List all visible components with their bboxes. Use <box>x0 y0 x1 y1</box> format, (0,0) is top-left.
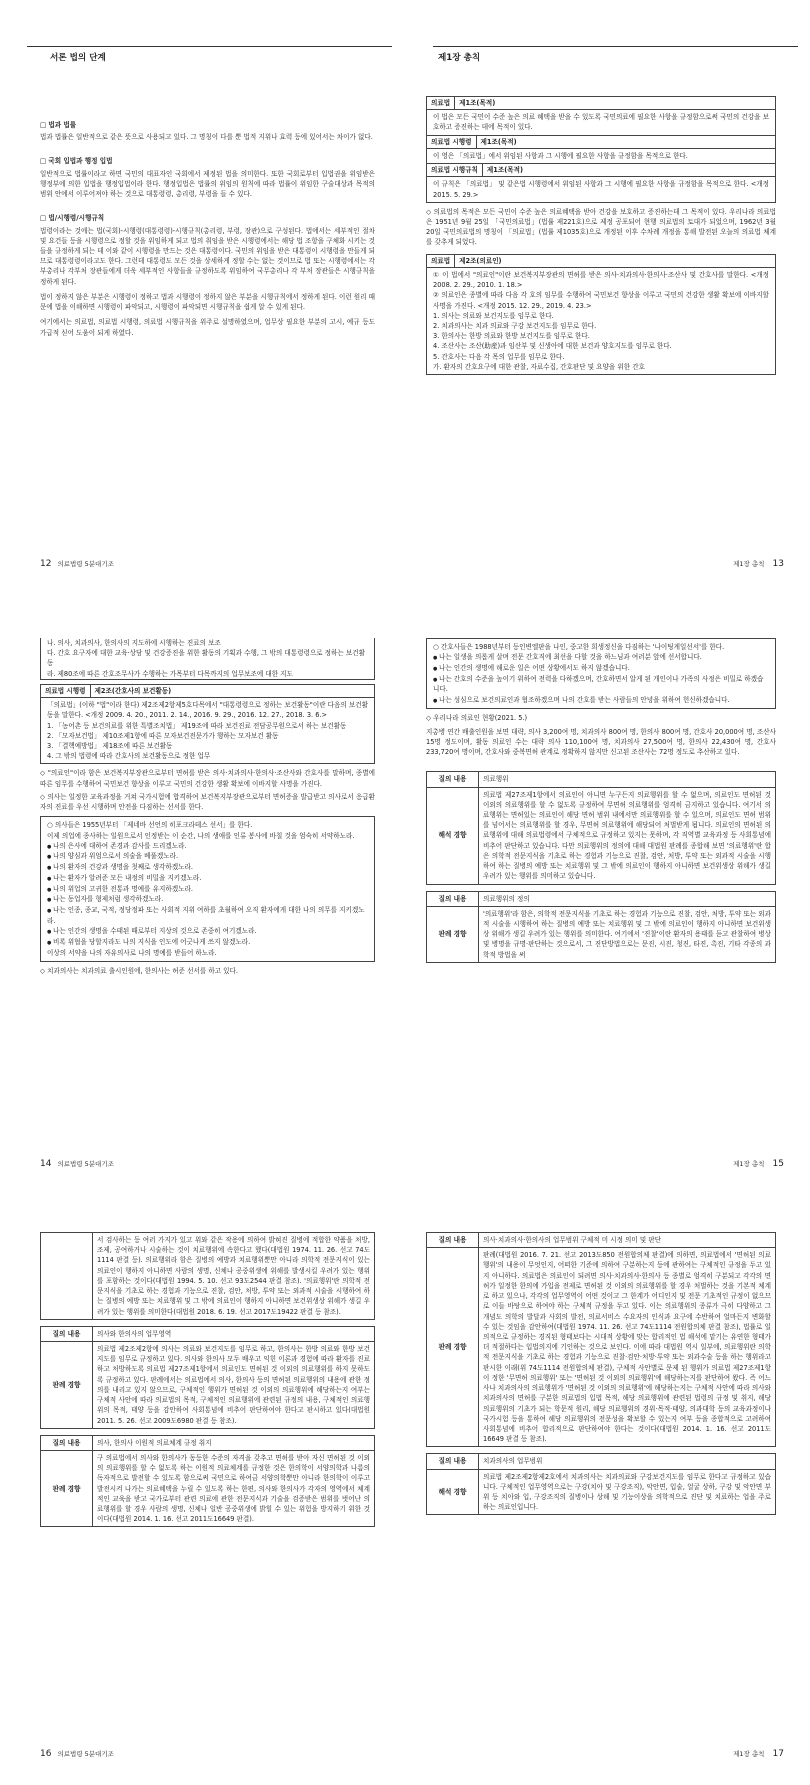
law-box <box>426 254 776 375</box>
page-number: 14 <box>40 1159 52 1170</box>
commentary: ◇ 의료법의 목적은 모든 국민이 수준 높은 의료혜택을 받아 건강을 보호하고 증진하는데 그 목적이 있다. 우리나라 의료법은 1951년 9월 25일 「국민의료법」(법률 제221호)으로 제정 공포되어 현행 의료법의 토대가 되었으며, 1962년 3월 20일 국민의료법의 명칭이 「의료법」(법률 제1035호)으로 개정된 이후 수차례 개정을 통해 발전된 오늘의 의료법 체계를 갖추게 되었다. <box>426 207 776 248</box>
law-text: 이 법은 모든 국민이 수준 높은 의료 혜택을 받을 수 있도록 국민의료에 필요한 사항을 규정함으로써 국민의 건강을 보호하고 증진하는 데에 목적이 있다. <box>433 113 769 132</box>
section-heading: □ 국회 입법과 행정 입법 <box>40 156 375 166</box>
law-line: ① 이 법에서 "의료인"이란 보건복지부장관의 면허를 받은 의사·치과의사·한의사·조산사 및 간호사를 말한다. <개정 2008. 2. 29., 2010. 1. 18.> <box>433 270 769 290</box>
page-content <box>40 112 375 343</box>
paragraph: 법과 법률은 일반적으로 같은 뜻으로 사용되고 있다. 그 명칭이 다를 뿐 법적 지위나 효력 등에 있어서는 차이가 없다. <box>40 133 373 142</box>
oath-item: ● 나는 동업자를 형제처럼 생각하겠노라. <box>47 894 368 905</box>
oath-box <box>40 816 375 962</box>
qa-key: 질의 내용 <box>427 1233 479 1248</box>
law-line: 2. 치과의사는 치과 의료와 구강 보건지도를 임무로 한다. <box>433 321 597 330</box>
qa-value: 서 검사하는 등 여러 가지가 있고 위와 같은 작용에 의하여 밝혀진 질병에 적합한 약품을 처방, 조제, 공여하거나 시술하는 것이 치료행위에 속한다고 했다(대법원 1974. 11. 26. 선고 74도1114 판결 등). 의료행위라 함은 질병의 예방과 치료행위뿐만 아니라 의학적 전문지식이 있는 의료인이 행하지 아니하면 사람의 생명, 신체나 공중위생에 위해를 발생시킬 우려가 있는 행위를 포함하는 것이다(대법원 1994. 5. 10. 선고 93도2544 판결 참조). '의료행위'란 의학적 전문지식을 기초로 하는 경험과 기능으로 진찰, 검안, 처방, 투약 또는 외과적 시술을 시행하여 하는 질병의 예방 또는 치료행위 및 그 밖에 의료인이 행하지 아니하면 보건위생상 위해가 생길 우려가 있는 행위를 의미한다(대법원 2018. 6. 19. 선고 2017도19422 판결 등 참조). <box>97 1236 370 1316</box>
law-text: 이 규칙은 「의료법」 및 같은법 시행령에서 위임된 사항과 그 시행에 필요한 사항을 규정함을 목적으로 한다. <개정 2015. 5. 29.> <box>433 180 769 199</box>
qa-value: 의사·치과의사·한의사의 업무범위 구체적 미 시정 의미 및 판단 <box>479 1233 775 1248</box>
page-title: 제1장 총칙 <box>438 53 481 63</box>
page-number: 12 <box>40 559 52 570</box>
qa-key: 판례 경향 <box>41 1451 93 1527</box>
oath-intro: 이제 의업에 종사하는 일원으로서 인정받는 이 순간, 나의 생애를 인류 봉사에 바칠 것을 엄숙히 서약하노라. <box>47 831 355 840</box>
qa-key: 해석 경향 <box>427 788 479 884</box>
qa-key: 질의 내용 <box>41 1436 93 1451</box>
qa-table <box>40 1326 375 1429</box>
qa-value: 의료법 제2조제2항제2호에서 치과의사는 치과의료와 구강보건지도를 임무로 한다고 규정하고 있습니다. 구체적인 업무영역으로는 구강(치아 및 구강조직), 악안면, 입술, 얼굴 상하, 구강 및 악안면 부위 등 치아와 입, 구강조직의 질병이나 상해 및 기능이상을 의학적으로 진단 및 치료하는 업을 주로 하는 의료인입니다. <box>483 1472 771 1512</box>
oath-heading-text: 간호사들은 1988년부터 등인변엘판을 나인, 중고한 희생정신을 다짐하는 '나이팅게일선서'를 한다. <box>440 643 725 651</box>
qa-table <box>40 1232 375 1320</box>
law-line: 나. 의사, 치과의사, 한의사의 지도하에 시행하는 진료의 보조 <box>47 639 221 647</box>
qa-table <box>426 771 776 884</box>
oath-item: ● 나는 인종, 종교, 국적, 정당정파 또는 사회적 지위 여하를 초월하여 오직 환자에게 대한 나의 의무를 지키겠노라. <box>47 905 368 926</box>
chapter-title: 제1장 총칙 <box>733 1160 765 1169</box>
qa-value: 의료법 제2조제2항에 의사는 의료와 보건지도를 임무로 하고, 한의사는 한방 의료와 한방 보건지도를 임무로 규정하고 있다. 의사와 한의사 모두 배우고 익힌 이론과 경험에 따라 환자를 진료하고 처방하도록 의료법 제27조제1항에서 의료인도 면허된 것 이외의 의료행위를 하지 못하도록 규정하고 있다. 판례에서는 의료법에서 의사, 한의사 등의 면허된 의료행위의 내용에 관한 정의를 내리고 있지 않으므로, 구체적인 행위가 면허된 것 이외의 의료행위에 해당하는지 여부는 구체적 사안에 따라 의료법의 목적, 구체적인 의료행위에 관련된 규정의 내용, 구체적인 의료행위의 목적, 태양 등을 감안하여 사회통념에 비추어 판단하여야 한다고 판시하고 있다(대법원 2011. 5. 26. 선고 2009도6980 판결 등 참조). <box>97 1344 370 1425</box>
qa-value: 의사, 한의사 이원적 의료체계 규정 취지 <box>93 1436 374 1451</box>
page-number: 17 <box>772 1749 784 1760</box>
law-line: 2. 「모자보건법」 제10조제1항에 따른 모자보건전문가가 행하는 모자보건 활동 <box>47 731 279 740</box>
law-name: 의료법 <box>427 255 455 267</box>
law-line: 4. 그 밖의 법령에 따라 간호사의 보건활동으로 정한 업무 <box>47 752 211 761</box>
law-line: 5. 간호사는 다음 각 목의 업무를 임무로 한다. <box>433 352 565 361</box>
qa-key: 판례 경향 <box>41 1342 93 1428</box>
page-number: 13 <box>772 559 784 570</box>
article-title: 제2조(간호사의 보건활동) <box>94 686 172 695</box>
page-footer <box>40 1748 378 1762</box>
oath-item: ● 나의 양심과 위엄으로서 의술을 베풀겠노라. <box>47 851 368 862</box>
paragraph: 여기에서는 의료법, 의료법 시행령, 의료법 시행규칙을 위주로 설명하였으며, 업무상 필요한 부분의 고시, 예규 등도 가급적 싣어 도움이 되게 하였다. <box>40 318 375 337</box>
page-title: 서론 법의 단계 <box>50 53 106 63</box>
oath-box <box>426 638 776 709</box>
page-footer <box>40 558 378 572</box>
oath-item: ● 나는 일생을 의롭게 살며 전문 간호직에 최선을 다할 것을 하느님과 여러분 앞에 선서합니다. <box>433 652 769 663</box>
article-title: 제1조(목적) <box>480 137 517 146</box>
page-15 <box>418 620 798 1180</box>
qa-key: 질의 내용 <box>427 892 479 907</box>
article-title: 제2조(의료인) <box>459 256 502 265</box>
section-heading: □ 법과 법률 <box>40 120 375 130</box>
oath-item: ● 나의 환자의 건강과 생명을 첫째로 생각하겠노라. <box>47 862 368 873</box>
page-number: 16 <box>40 1749 52 1760</box>
header-rule <box>433 46 798 47</box>
qa-value: 구 의료법에서 의사와 한의사가 동등한 수준의 자격을 갖추고 면허를 받아 자신 면허된 것 이외의 의료행위를 할 수 없도록 하는 이원적 의료체계를 규정한 것은 한의학이 서양의학과 나름의 독자적으로 발전할 수 있도록 함으로써 국민으로 하여금 서양의학뿐만 아니라 한의학이 이루고 발전시켜 나가는 의료혜택을 누릴 수 있도록 하는 한편, 의사와 한의사가 각자의 영역에서 체계적인 교육을 받고 국가로부터 관련 의료에 관한 전문지식과 기술을 검증받은 범위를 벗어난 의료행위를 할 경우 사람의 생명, 신체나 일반 공중위생에 밝힐 수 있는 위험을 방지하기 위한 것이다(대법원 2014. 1. 16. 선고 2011도16649 판결). <box>97 1453 370 1524</box>
oath-closing: 이상의 서약을 나의 자유의사로 나의 명예를 받들어 하노라. <box>47 948 217 957</box>
oath-item: ● 나는 간호의 수준을 높이기 위하여 전력을 다하겠으며, 간호하면서 알게 된 개인이나 가족의 사정은 비밀로 하겠습니다. <box>433 674 769 695</box>
article-title: 제1조(목적) <box>486 166 523 175</box>
qa-value: 판례(대법원 2016. 7. 21. 선고 2013도850 전원합의체 판결)에 의하면, 의료법에서 '면허된 의료행위'의 내용이 무엇인지, 어떠한 기준에 의하여 구분하는지 등에 관하여는 구체적인 규정을 두고 있지 아니하다. 의료법은 의료인이 되려면 의사·치과의사·한의사 등 종별로 엄격히 구분되고 각각의 면허가 일정한 한의에 가입을 전제로 면허된 것 이외의 의료행위를 할 경우 처벌하는 것을 기본적 체계로 하고 있으나, 각각의 업무영역이 어떤 것이고 그 한계가 어디인지 및 전문 기초적인 규정이 없으므로 이들 바탕으로 하여야 하는 구체적 규정을 두고 있다. 이는 의료행위의 종류가 극히 다양하고 그 개념도 의학의 발달과 사회의 발전, 의료서비스 수요자의 인식과 요구에 수반하여 얼마든지 변화할 수 있는 것임을 감안하여(대법원 1974. 11. 26. 선고 74도1114 전원합의체 판결 참조), 법률로 일의적으로 규정하는 경직된 형태보다는 시대적 상황에 맞는 합리적인 법 해석에 맡기는 유연한 형태가 더 적절하다는 입법의지에 기인하는 것으로 보인다. 이에 따라 대법원 역시 일부에, 의료행위란 의학적 전문지식을 기초로 하는 경험과 기능으로 진찰·검안·처방·투약 또는 외과수술 등을 하는 행위라고 판시한 이래(위 74도1114 전원합의체 판결), 구체적 사안별로 문제 된 행위가 의료법 제27조제1항이 정한 '무면허 의료행위' 또는 '면허된 것 이외의 의료행위'에 해당하는지를 판단하여 왔다. 즉 어느 사나 치과의사의 의료행위가 '면허된 것 이외의 의료행위'에 해당하는지는 구체적 사안에 따라 의사와 치과의사의 면허를 구분한 의료법의 입법 목적, 해당 의료행위에 관련된 법령의 규정 및 취지, 해당 의료행위의 기초가 되는 학문적 원리, 해당 의료행위의 경위·목적·태양, 의과대학 등의 교육과정이나 국가시험 등을 통하여 해당 의료행위의 전문성을 확보할 수 있는지 여부 등을 종합적으로 고려하여 사회통념에 비추어 합리적으로 판단하여야 한다는 것이다(대법원 2014. 1. 16. 선고 2011도16649 판결 등 참조). <box>483 1251 771 1444</box>
qa-table <box>40 1435 375 1528</box>
commentary: ◇ 의사는 일정한 교육과정을 거쳐 국가시험에 합격하여 보건복지부장관으로부터 면허증을 발급받고 의사로서 응급환자의 진료를 우선 시행하며 안전을 다짐하는 선서를 한다. <box>40 792 375 812</box>
oath-heading-text: 의사들은 1955년부터 「제네바 선언의 히포크라테스 선서」를 한다. <box>54 821 253 830</box>
qa-value: 의사와 한의사의 업무영역 <box>93 1327 374 1342</box>
law-line: 1. 「농어촌 등 보건의료를 위한 특별조치법」 제19조에 따라 보건진료 전담공무원으로서 하는 보건활동 <box>47 721 347 730</box>
header-rule <box>27 46 392 47</box>
qa-table <box>426 1453 776 1515</box>
qa-key: 질의 내용 <box>41 1327 93 1342</box>
oath-item: ● 나는 인간의 생명을 수태된 때로부터 지상의 것으로 존중히 여기겠노라. <box>47 926 368 937</box>
qa-value: 의료행위 <box>479 772 775 787</box>
law-continuation <box>40 638 375 680</box>
law-name: 의료법 시행령 <box>427 136 477 148</box>
law-line: 1. 의사는 의료와 보건지도를 임무로 한다. <box>433 311 554 320</box>
law-name: 의료법 시행령 <box>41 685 91 697</box>
paragraph: 법령이라는 것에는 법(국회)-시행령(대통령령)-시행규칙(총리령, 부령, 장관)으로 구성된다. 법에서는 세부적인 절차 및 요건들 등을 시행령으로 정할 것을 위임하게 되고 법의 취임을 받은 시행령에서는 해당 법 조항을 구체화 시키는 것들을 규정하게 되는 데 이와 같이 시행령을 만드는 것은 대통령이다. 국민의 위임을 받은 대통령이 시행령을 만들게 되므로 대통령령이라고도 한다. 그런데 대통령도 모든 것을 상세하게 정할 수는 없는 것이므로 법 또는 시행령에서는 각부총리나 각부처 장관들에게 더욱 세부적인 사항들을 규정하도록 위임하여 국무총리나 각 부처 장관들은 시행규칙을 정하게 된다. <box>40 226 375 286</box>
oath-item: ● 비록 위협을 당할지라도 나의 지식을 인도에 어긋나게 쓰지 않겠노라. <box>47 937 368 948</box>
page-16 <box>12 1210 392 1770</box>
law-box <box>40 684 375 765</box>
law-line: 「의료법」(이하 "법"이라 한다) 제2조제2항제5호다목에서 "대통령령으로 정하는 보건활동"이란 다음의 보건활동을 말한다. <개정 2009. 4. 20., 2011. 2. 14., 2016. 9. 29., 2016. 12. 27., 2018. 3. 6.> <box>47 701 368 720</box>
commentary: ◇ 치과의사는 치과의료 출시인원에, 한의사는 허준 선서를 하고 있다. <box>40 966 375 976</box>
page-content <box>426 1232 776 1521</box>
qa-value: 치과의사의 업무범위 <box>479 1454 775 1469</box>
oath-item: ● 나는 환자가 알려준 모든 내정의 비밀을 지키겠노라. <box>47 873 368 884</box>
qa-key: 판례 경향 <box>427 1248 479 1446</box>
book-title: 의료법령 5분대기조 <box>57 1160 114 1169</box>
law-line: 다. 간호 요구자에 대한 교육·상담 및 건강증진을 위한 활동의 기획과 수행, 그 밖의 대통령령으로 정하는 보건활동 <box>47 649 365 668</box>
book-title: 의료법령 5분대기조 <box>57 1750 114 1759</box>
law-box <box>426 96 776 203</box>
paragraph: 법이 정하지 않은 부분은 시행령이 정하고 법과 시행령이 정하지 않은 부분을 시행규칙에서 정하게 된다. 이런 원리 때문에 법을 이해하면 시행령이 파악되고, 시행령이 파악되면 시행규칙을 쉽게 알 수 있게 된다. <box>40 292 375 312</box>
qa-key: 질의 내용 <box>427 1454 479 1469</box>
page-content <box>40 1232 375 1533</box>
qa-key <box>41 1233 93 1319</box>
qa-value: 의료법 제27조제1항에서 의료인이 아니면 누구든지 의료행위를 할 수 없으며, 의료인도 면허된 것 이외의 의료행위를 할 수 없도록 규정하여 무면허 의료행위를 엄격히 금지하고 있습니다. 여기서 의료행위는 면허있는 의료인이 해당 면허 범위 내에서만 의료행위를 할 수 있으며, 의료인도 면허 범위를 넘어서는 의료행위를 할 경우, 무면허 의료행위에 해당되어 처벌받게 됩니다. 의료인의 면허된 의료행위에 대해 의료법령에서 구체적으로 규정하고 있지는 못하며, 각 직역별 교육과정 등 사회통념에 비추어 판단하고 있습니다. 다만 의료행위의 정의에 대해 대법원 판례를 종합해 보면 '의료행위'란 합은 의학적 전문지식을 기초로 하는 경험과 기능으로 진찰, 검안, 처방, 투약 또는 외과적 시술을 시행하여 하는 질병의 예방 또는 치료행위 및 그 밖에 의료인이 행하지 아니하면 보건위생상 위해가 생길 우려가 있는 행위를 의미하고 있습니다. <box>483 790 771 881</box>
oath-heading: ○ 의사들은 1955년부터 「제네바 선언의 히포크라테스 선서」를 한다. <box>47 821 253 830</box>
qa-value: '의료행위'라 함은, 의학적 전문지식을 기초로 하는 경험과 기능으로 진찰, 검안, 처방, 투약 또는 외과적 시술을 시행하여 하는 질병의 예방 또는 치료행위 및 그 밖에 의료인이 행하지 아니하면 보건위생상 위해가 생길 우려가 있는 행위를 의미한다. 여기에서 '진찰'이란 환자의 용태를 듣고 관찰하여 병상 및 병명을 규명·판단하는 것으로서, 그 진단방법으로는 문진, 시진, 청진, 타진, 촉진, 기타 각종의 과학적 방법을 써 <box>483 909 771 959</box>
paragraph: 지총병 연간 배출인원을 보면 대략, 의사 3,200여 명, 치과의사 800여 명, 한의사 800여 명, 간호사 20,000여 명, 조산사 15명 정도이며, 활동 의료인 수는 대략 의사 110,100여 명, 치과의사 27,500여 명, 한의사 22,430여 명, 간호사 233,720여 명이며, 간호사와 중복면허 관계로 정확하지 않지만 신고된 조산사는 72명 정도로 추산하고 있다. <box>426 727 776 757</box>
law-name: 의료법 <box>427 97 455 109</box>
page-12 <box>12 20 392 580</box>
page-content <box>426 96 776 379</box>
qa-table <box>426 891 776 963</box>
qa-table <box>426 1232 776 1447</box>
commentary-heading: ◇ 우리나라 의료인 현황(2021. 5.) <box>426 713 776 723</box>
page-footer <box>40 1158 378 1172</box>
qa-value: 의료행위의 정의 <box>479 892 775 907</box>
law-line: 3. 한의사는 한방 의료와 한방 보건지도를 임무로 한다. <box>433 332 590 341</box>
page-content <box>426 638 776 969</box>
section-heading: □ 법/시행령/시행규칙 <box>40 213 375 223</box>
oath-item: ● 나는 인간의 생명에 해로운 일은 어떤 상황에서도 하지 않겠습니다. <box>433 663 769 674</box>
page-13 <box>418 20 798 580</box>
qa-key: 판례 경향 <box>427 907 479 962</box>
law-line: 가. 환자의 간호요구에 대한 관찰, 자료수집, 간호판단 및 요양을 위한 간호 <box>433 362 645 371</box>
law-name: 의료법 시행규칙 <box>427 164 483 176</box>
oath-item: ● 나의 은사에 대하여 존경과 감사를 드리겠노라. <box>47 841 368 852</box>
law-line: 4. 조산사는 조산(助産)과 임산부 및 신생아에 대한 보건과 양호지도를 임무로 한다. <box>433 342 672 351</box>
law-line: ② 의료인은 종별에 따라 다음 각 호의 임무를 수행하여 국민보건 향상을 이루고 국민의 건강한 생활 확보에 이바지할 사명을 가진다. <개정 2015. 12. 29., 2019. 4. 23.> <box>433 291 769 310</box>
oath-item: ● 나는 성심으로 보건의료인과 협조하겠으며 나의 간호를 받는 사람들의 안녕을 위하여 헌신하겠습니다. <box>433 695 769 706</box>
book-title: 의료법령 5분대기조 <box>57 560 114 569</box>
qa-key: 해석 경향 <box>427 1470 479 1515</box>
page-14 <box>12 620 392 1180</box>
commentary: ◇ "의료인"이라 함은 보건복지부장관으로부터 면허를 받은 의사·치과의사·한의사·조산사와 간호사를 말하며, 종별에 따른 임무를 수행하여 국민보건 향상을 이루고 국민의 건강한 생활 확보에 이바지할 사명을 가진다. <box>40 768 375 788</box>
chapter-title: 제1장 총칙 <box>733 560 765 569</box>
page-17 <box>418 1210 798 1770</box>
paragraph: 일반적으로 법률이라고 하면 국민의 대표자인 국회에서 제정된 법을 의미한다. 또한 국회로부터 입법권을 위임받은 행정부에 의한 입법을 행정입법이라 한다. 행정입법은 법률의 위임의 원칙에 따라 법률이 위임한 구술대상과 목적의 범위 안에서 이루어져야 하는 것으로 대통령령, 총리령, 부령을 들 수 있다. <box>40 169 375 199</box>
oath-heading: ○ 간호사들은 1988년부터 등인변엘판을 나인, 중고한 희생정신을 다짐하는 '나이팅게일선서'를 한다. <box>433 643 725 651</box>
law-line: 라. 제80조에 따른 간호조무사가 수행하는 가목부터 다목까지의 업무보조에 대한 지도 <box>47 669 293 678</box>
page-content <box>40 638 375 979</box>
law-line: 3. 「결핵예방법」 제18조에 따른 보건활동 <box>47 741 173 750</box>
oath-item: ● 나의 위업의 고귀한 전통과 명예를 유지하겠노라. <box>47 884 368 895</box>
chapter-title: 제1장 총칙 <box>733 1750 765 1759</box>
page-number: 15 <box>772 1159 784 1170</box>
qa-key: 질의 내용 <box>427 772 479 787</box>
article-title: 제1조(목적) <box>459 99 496 107</box>
law-text: 이 영은 「의료법」에서 위임된 사항과 그 시행에 필요한 사항을 규정함을 목적으로 한다. <box>433 151 688 160</box>
